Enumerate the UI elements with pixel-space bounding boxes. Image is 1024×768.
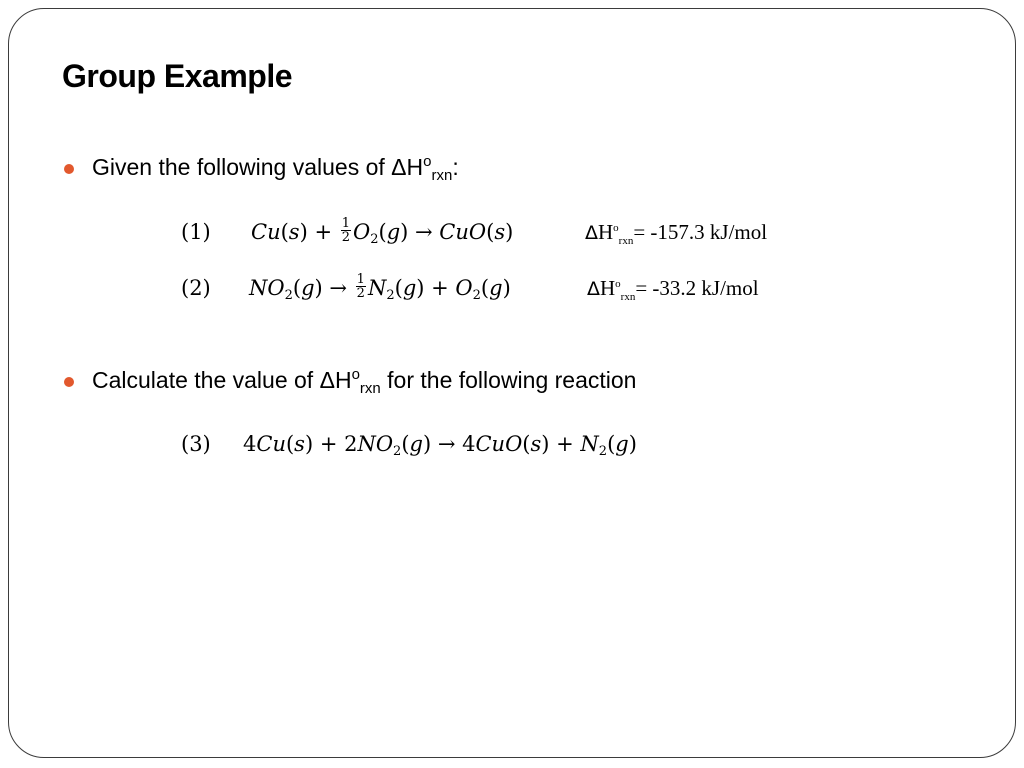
rxn-subscript: rxn xyxy=(359,380,381,397)
equation-expression: $4Cu(s) + 2NO_2(g) \to 4CuO(s) + N_2(g)$ xyxy=(243,432,637,459)
equation-number: (1) xyxy=(181,220,211,244)
bullet-text-post: for the following reaction xyxy=(380,367,637,393)
equation-2 xyxy=(0,272,1024,316)
bullet-given-values xyxy=(92,153,459,184)
equation-expression: Cu(s) + $\frac{1}{2}$ $O_2(g) \to CuO(s)$ xyxy=(251,216,514,247)
equation-3 xyxy=(0,432,1024,472)
standard-superscript: o xyxy=(351,366,360,383)
standard-superscript: o xyxy=(423,153,432,170)
delta-h-symbol: ΔH xyxy=(391,154,424,180)
equation-expression: $NO_2(g)$ → $\frac{1}{2}$ $N_2(g) + O_2(g)$ xyxy=(249,272,511,303)
delta-h-symbol: ΔH xyxy=(319,367,352,393)
bullet-icon xyxy=(64,377,74,387)
bullet-calculate xyxy=(92,366,637,397)
enthalpy-value: $\Delta H^o_{rxn}= -33.2$ kJ/mol xyxy=(587,276,759,303)
fraction-one-half: $\frac{1}{2}$ xyxy=(341,216,350,245)
equation-number: (2) xyxy=(181,276,211,300)
equation-number: (3) xyxy=(181,432,211,456)
bullet-text-pre: Calculate the value of xyxy=(92,367,320,393)
equation-1 xyxy=(0,216,1024,260)
bullet-icon xyxy=(64,164,74,174)
enthalpy-value: $\Delta H^o_{rxn}= -157.3$ kJ/mol xyxy=(585,220,768,247)
slide-title: Group Example xyxy=(62,58,292,94)
bullet-text-post: : xyxy=(452,154,459,180)
bullet-text-pre: Given the following values of xyxy=(92,154,392,180)
rxn-subscript: rxn xyxy=(431,167,453,184)
fraction-one-half: $\frac{1}{2}$ xyxy=(356,272,365,301)
